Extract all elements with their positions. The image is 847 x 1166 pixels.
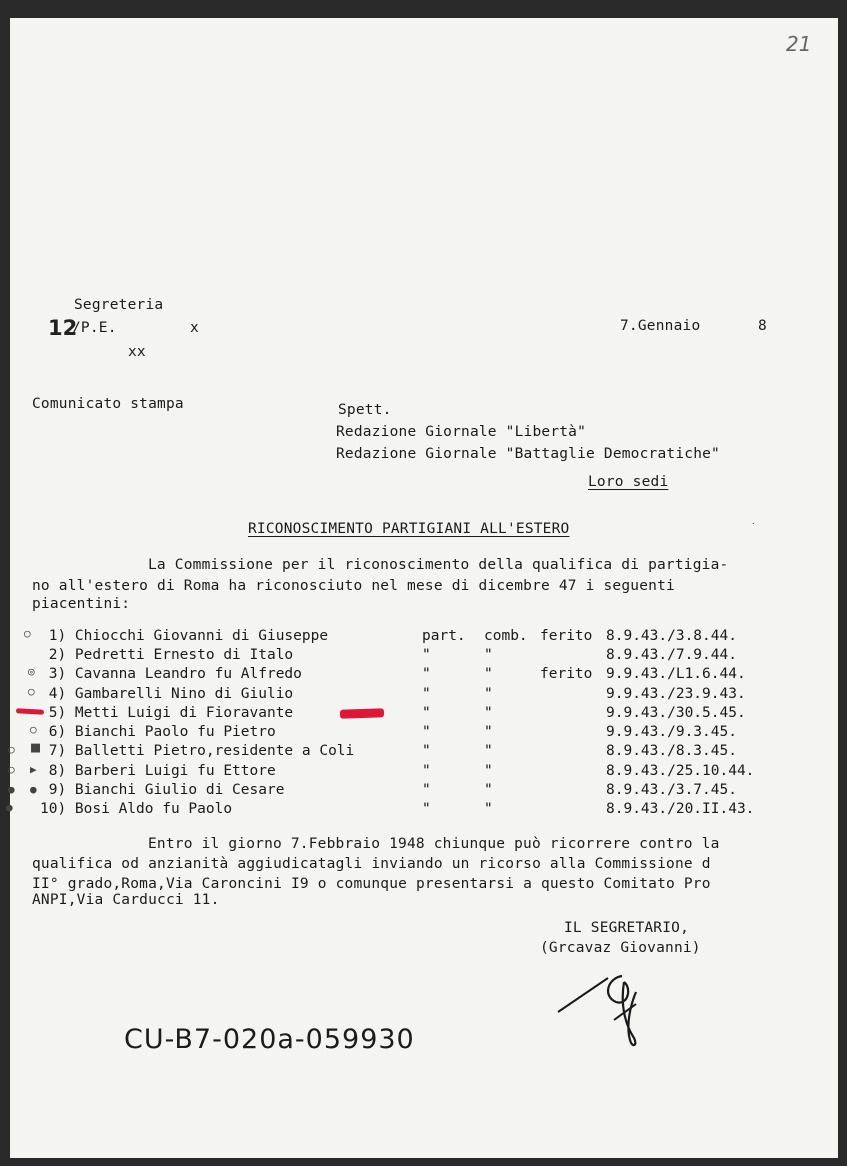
partisan-wounded: [540, 722, 606, 741]
partisan-row: [40, 800, 796, 819]
protocol-suffix: /P.E.: [72, 320, 117, 336]
partisan-period: 9.9.43./30.5.45.: [606, 704, 746, 721]
document-title: RICONOSCIMENTO PARTIGIANI ALL'ESTERO: [248, 521, 570, 537]
partisan-wounded: ferito: [540, 627, 593, 644]
partisan-status: ": [422, 704, 431, 721]
partisan-status: ": [422, 685, 431, 702]
signature-role: IL SEGRETARIO,: [564, 920, 690, 936]
margin-mark: ●: [30, 783, 37, 796]
handwritten-signature: [550, 966, 670, 1056]
partisan-status: ": [422, 646, 431, 663]
partisan-type: ": [484, 782, 493, 799]
recipient-salutation: Spett.: [338, 402, 392, 418]
signature-name: (Grcavaz Giovanni): [540, 940, 701, 956]
partisan-row: [40, 761, 796, 780]
date: 7.Gennaio: [620, 318, 701, 334]
margin-mark: ●: [8, 783, 15, 796]
archive-code: CU-B7-020a-059930: [124, 1024, 415, 1055]
partisan-type: comb.: [484, 627, 528, 644]
partisan-wounded: [540, 780, 606, 799]
partisan-name: 9) Bianchi Giulio di Cesare: [40, 782, 285, 799]
recipient-line-3: Loro sedi: [588, 474, 669, 490]
partisan-name: 10) Bosi Aldo fu Paolo: [40, 801, 233, 818]
partisan-type: ": [484, 724, 493, 741]
partisan-period: 8.9.43./7.9.44.: [606, 646, 737, 663]
partisan-period: 8.9.43./25.10.44.: [606, 762, 755, 779]
margin-mark: ○: [28, 685, 35, 698]
x-mark: x: [190, 320, 199, 336]
partisan-row: [40, 703, 796, 722]
margin-mark: ▶: [30, 763, 37, 776]
partisan-type: ": [484, 685, 493, 702]
partisan-name: 7) Balletti Pietro,residente a Coli: [40, 743, 355, 760]
partisan-wounded: [540, 800, 606, 819]
partisan-type: ": [484, 666, 493, 683]
partisan-status: part.: [422, 627, 466, 644]
partisan-row: [40, 665, 796, 684]
margin-mark: ●: [6, 801, 13, 814]
partisan-name: 6) Bianchi Paolo fu Pietro: [40, 724, 276, 741]
intro-line-2: no all'estero di Roma ha riconosciuto nel mese di dicembre 47 i seguenti: [32, 578, 675, 594]
partisan-list: [40, 626, 796, 819]
partisan-status: ": [422, 666, 431, 683]
partisan-status: ": [422, 724, 431, 741]
partisan-name: 3) Cavanna Leandro fu Alfredo: [40, 666, 302, 683]
partisan-period: 8.9.43./3.7.45.: [606, 782, 737, 799]
partisan-wounded: [540, 645, 606, 664]
page-number: 21: [786, 32, 812, 56]
margin-mark: ○: [24, 627, 31, 640]
partisan-period: 9.9.43./23.9.43.: [606, 685, 746, 702]
partisan-row: [40, 780, 796, 799]
closing-line-1: Entro il giorno 7.Febbraio 1948 chiunque può ricorrere contro la: [148, 836, 720, 852]
partisan-type: ": [484, 801, 493, 818]
partisan-wounded: ferito: [540, 666, 593, 683]
partisan-row: [40, 626, 796, 645]
stray-mark: ˙: [750, 521, 757, 534]
partisan-wounded: [540, 684, 606, 703]
partisan-name: 4) Gambarelli Nino di Giulio: [40, 685, 294, 702]
partisan-row: [40, 684, 796, 703]
subject-label: Comunicato stampa: [32, 396, 184, 412]
closing-line-2: qualifica od anzianità aggiudicatagli inviando un ricorso alla Commissione d: [32, 856, 711, 872]
recipient-line-1: Redazione Giornale "Libertà": [336, 424, 587, 440]
partisan-name: 1) Chiocchi Giovanni di Giuseppe: [40, 627, 329, 644]
intro-line-1: La Commissione per il riconoscimento della qualifica di partigia-: [148, 557, 729, 573]
partisan-period: 9.9.43./9.3.45.: [606, 724, 737, 741]
margin-mark: ■: [31, 738, 41, 756]
recipient-line-2: Redazione Giornale "Battaglie Democratiche": [336, 446, 720, 462]
document-page: [6, 18, 838, 1158]
partisan-period: 8.9.43./8.3.45.: [606, 743, 737, 760]
partisan-status: ": [422, 762, 431, 779]
partisan-status: ": [422, 743, 431, 760]
partisan-type: ": [484, 743, 493, 760]
margin-mark: ○: [8, 763, 15, 776]
partisan-wounded: [540, 761, 606, 780]
year-digit: 8: [758, 318, 767, 334]
partisan-name: 8) Barberi Luigi fu Ettore: [40, 762, 276, 779]
partisan-type: ": [484, 646, 493, 663]
partisan-row: [40, 742, 796, 761]
partisan-wounded: [540, 703, 606, 722]
intro-line-3: piacentini:: [32, 596, 131, 612]
margin-mark: ◎: [28, 665, 35, 678]
protocol-number: 12: [48, 316, 78, 340]
partisan-type: ": [484, 762, 493, 779]
partisan-wounded: [540, 742, 606, 761]
partisan-period: 8.9.43./3.8.44.: [606, 627, 737, 644]
partisan-row: [40, 722, 796, 741]
closing-line-4: ANPI,Via Carducci 11.: [32, 892, 220, 908]
partisan-status: ": [422, 782, 431, 799]
partisan-type: ": [484, 704, 493, 721]
partisan-row: [40, 645, 796, 664]
partisan-name: 2) Pedretti Ernesto di Italo: [40, 646, 294, 663]
partisan-status: ": [422, 801, 431, 818]
office-label: Segreteria: [74, 297, 164, 313]
partisan-name: 5) Metti Luigi di Fioravante: [40, 704, 294, 721]
closing-line-3: II° grado,Roma,Via Caroncini I9 o comunque presentarsi a questo Comitato Pro: [32, 876, 711, 892]
margin-mark: ○: [8, 743, 15, 756]
margin-mark: ○: [30, 723, 37, 736]
partisan-period: 8.9.43./20.II.43.: [606, 801, 755, 818]
xx-mark: xx: [128, 344, 146, 360]
partisan-period: 9.9.43./L1.6.44.: [606, 666, 746, 683]
